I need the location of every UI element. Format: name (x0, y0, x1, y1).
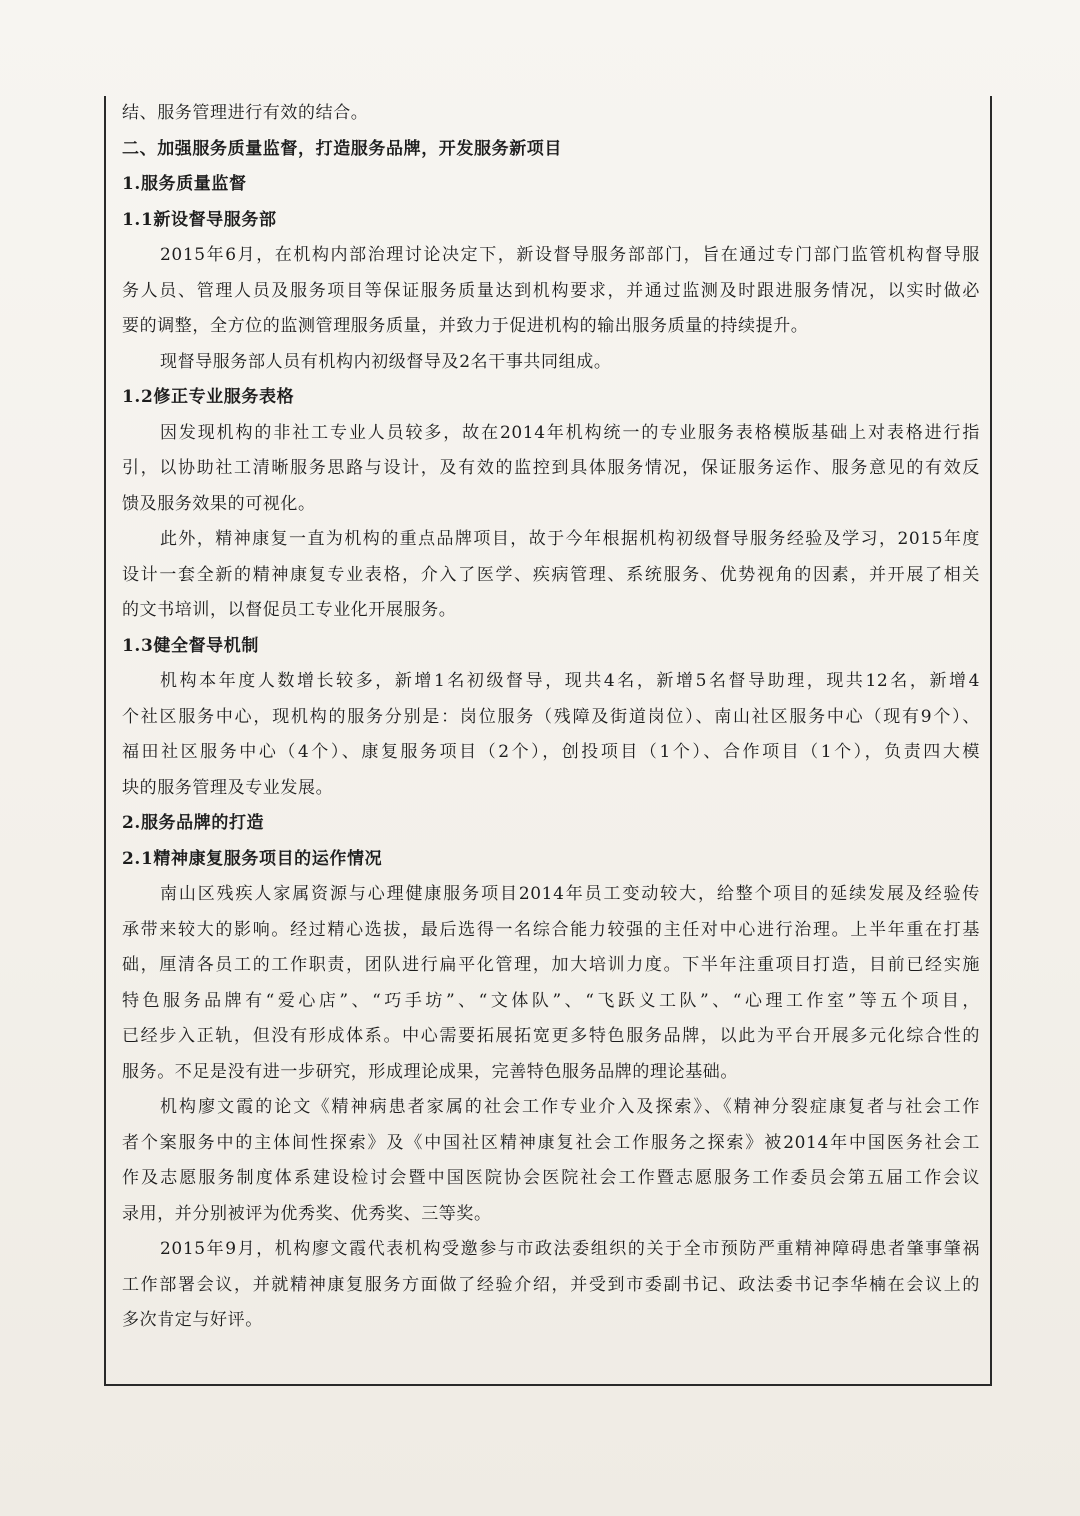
section-heading: 2.服务品牌的打造 (122, 813, 265, 833)
text-line: 现督导服务部人员有机构内初级督导及2名干事共同组成。 (160, 351, 612, 372)
text-line: 作及志愿服务制度体系建设检讨会暨中国医院协会医院社会工作暨志愿服务工作委员会第五届工作会议 (122, 1168, 980, 1188)
text-line: 服务。不足是没有进一步研究，形成理论成果，完善特色服务品牌的理论基础。 (122, 1061, 738, 1082)
text-line: 者个案服务中的主体间性探索》及《中国社区精神康复社会工作服务之探索》被2014年中国医务社会工 (122, 1132, 980, 1153)
text-line: 福田社区服务中心（4个）、康复服务项目（2个），创投项目（1个）、合作项目（1个），负责四大模 (122, 742, 980, 762)
section-heading: 2.1精神康复服务项目的运作情况 (122, 848, 383, 869)
text-line: 引，以协助社工清晰服务思路与设计，及有效的监控到具体服务情况，保证服务运作、服务意见的有效反 (122, 458, 980, 478)
text-line: 机构本年度人数增长较多，新增1名初级督导，现共4名，新增5名督导助理，现共12名，新增4 (160, 671, 980, 691)
text-line: 务人员、管理人员及服务项目等保证服务质量达到机构要求，并通过监测及时跟进服务情况，以实时做必 (122, 280, 980, 301)
text-line: 此外，精神康复一直为机构的重点品牌项目，故于今年根据机构初级督导服务经验及学习，2015年度 (160, 529, 980, 549)
text-line: 2015年9月，机构廖文霞代表机构受邀参与市政法委组织的关于全市预防严重精神障碍患者肇事肇祸 (160, 1239, 980, 1259)
text-line: 个社区服务中心，现机构的服务分别是：岗位服务（残障及街道岗位）、南山社区服务中心（现有9个）、 (122, 706, 980, 727)
text-line: 馈及服务效果的可视化。 (122, 493, 316, 514)
text-line: 多次肯定与好评。 (122, 1310, 263, 1330)
text-line: 结、服务管理进行有效的结合。 (122, 103, 369, 123)
text-line: 承带来较大的影响。经过精心选拔，最后选得一名综合能力较强的主任对中心进行治理。上半年重在打基 (122, 919, 980, 940)
text-line: 因发现机构的非社工专业人员较多，故在2014年机构统一的专业服务表格模版基础上对表格进行指 (160, 422, 980, 443)
text-line: 块的服务管理及专业发展。 (122, 777, 334, 798)
text-line: 机构廖文霞的论文《精神病患者家属的社会工作专业介入及探索》、《精神分裂症康复者与社会工作 (160, 1097, 980, 1117)
text-line: 录用，并分别被评为优秀奖、优秀奖、三等奖。 (122, 1203, 492, 1224)
text-line: 2015年6月，在机构内部治理讨论决定下，新设督导服务部部门，旨在通过专门部门监管机构督导服 (160, 245, 980, 265)
text-line: 已经步入正轨，但没有形成体系。中心需要拓展拓宽更多特色服务品牌，以此为平台开展多元化综合性的 (122, 1026, 980, 1046)
section-heading: 1.服务质量监督 (122, 174, 247, 194)
section-heading: 1.2修正专业服务表格 (122, 387, 295, 407)
text-line: 工作部署会议，并就精神康复服务方面做了经验介绍，并受到市委副书记、政法委书记李华楠在会议上的 (122, 1274, 980, 1295)
section-heading: 二、加强服务质量监督，打造服务品牌，开发服务新项目 (122, 138, 562, 159)
section-heading: 1.1新设督导服务部 (122, 209, 277, 230)
text-line: 设计一套全新的精神康复专业表格，介入了医学、疾病管理、系统服务、优势视角的因素，并开展了相关 (122, 564, 980, 585)
text-line: 的文书培训，以督促员工专业化开展服务。 (122, 600, 457, 620)
text-line: 础，厘清各员工的工作职责，团队进行扁平化管理，加大培训力度。下半年注重项目打造，目前已经实施 (122, 955, 980, 975)
document-body (122, 96, 980, 1339)
text-line: 南山区残疾人家属资源与心理健康服务项目2014年员工变动较大，给整个项目的延续发展及经验传 (160, 884, 980, 904)
section-heading: 1.3健全督导机制 (122, 635, 259, 656)
text-line: 要的调整，全方位的监测管理服务质量，并致力于促进机构的输出服务质量的持续提升。 (122, 316, 809, 336)
text-line: 特色服务品牌有“爱心店”、“巧手坊”、“文体队”、“飞跃义工队”、“心理工作室”等五个项目， (122, 990, 980, 1011)
text-lines (122, 96, 980, 1339)
